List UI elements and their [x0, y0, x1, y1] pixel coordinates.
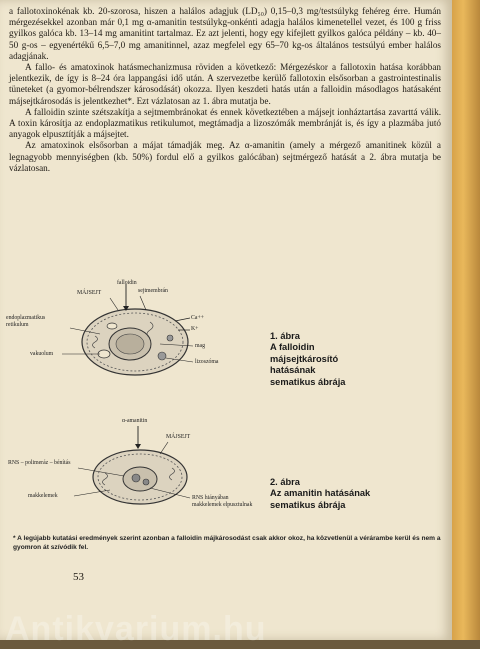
figure1-caption-line4: hatásának — [270, 365, 316, 376]
figures-area — [0, 278, 452, 533]
label-makkelemek: makkelemek — [28, 493, 58, 499]
label-k: K+ — [191, 326, 199, 332]
figure1-caption-line5: sematikus ábrája — [270, 376, 346, 387]
paragraph-2: A fallo- és amatoxinok hatásmechanizmusa röviden a következő: Mérgezéskor a fallotoxin hatása korábban jelentkezik, de így is 8–24 óra lappangási idő után. A szervezetbe kerülő fallotoxin elsősorban a gastrointestinalis tüneteket (a gyomor-bélrendszer károsodását) okozza. Ilyen keszdeti hatás után a falloidin másodlagos hatásaként májsejtkárosodás is jelentkezhet*. Ezt vázlatosan az 1. ábra mutatja be. — [9, 62, 441, 106]
label-rns-hianyaban: RNS hiányában makkelemek elpusztulnak — [192, 495, 253, 508]
figure1-caption-line1: 1. ábra — [270, 331, 300, 341]
book-edge — [452, 0, 480, 640]
label-lizoszoma: lizoszóma — [195, 359, 219, 365]
footnote: * A legújabb kutatási eredmények szerint azonban a falloidin májkárosodást csak akkor okoz, ha közvetlenül a vérárambe kerül és nem a gyomron át szívódik fel. — [13, 535, 441, 551]
paragraph-3: A falloidin szinte szétszakítja a sejtmembránokat és ennek következtében a májsejt ionháztartása zavarttá válik. A toxin károsítja az endoplazmatikus retikulumot, megtámadja a lizoszómák membránját is, és így a plazmába jutó anyagok elpusztítják a májsejtet. — [9, 106, 441, 140]
paragraph-4: Az amatoxinok elsősorban a májat támadják meg. Az α-amanitin (amely a mérgező amanitinek közül a legnagyobb mennyiségben (kb. 50%) fordul elő a gyilkos galócában) sejtmérgező hatását a 2. ábra mutatja be vázlatosan. — [9, 140, 441, 173]
label-sejtmembran: sejtmembrán — [138, 288, 168, 294]
body-text — [9, 6, 441, 174]
label-mag: mag — [195, 343, 205, 349]
figure2-caption — [270, 477, 370, 511]
label-falloidin: falloidin — [117, 280, 137, 286]
figure1-cell — [62, 284, 193, 375]
label-majsejt-1: MÁJSEJT — [77, 290, 102, 296]
figure2-caption-line3: sematikus ábrája — [270, 499, 346, 510]
label-vakuolum: vakuolum — [30, 351, 54, 357]
label-endoplazmatikus: endoplazmatikus retikulum — [6, 315, 46, 328]
label-ca: Ca++ — [191, 315, 204, 321]
label-rns-polimeraz: RNS – polimeráz – bénítás — [8, 460, 71, 466]
figure1-caption-line3: májsejtkárosító — [270, 353, 339, 364]
figure2-caption-line2: Az amanitin hatásának — [270, 488, 371, 499]
paragraph-1: a fallotoxinokénak kb. 20-szorosa, hiszen a halálos adagjuk (LD₅₀) 0,15–0,3 mg/testsúlykg fehéreg érre. Humán mérgezésekkel azonban már 0,1 mg α-amanitin testsúlykg-onkénti adagja halálos kimenetellel vezet, és 100 g friss gyilkos galóca kb. 13–14 mg amanitint tartalmaz. Ez azt jelenti, hogy egy kifejlett gyilkos galóca példány – kb. 40–50 g-os – egyenértékű 6,5–7,0 mg amanitinnel, azaz megfelel egy 65–70 kg-os általános testsúlyú ember halálos adagjának. — [9, 6, 441, 61]
figure2-caption-line1: 2. ábra — [270, 477, 300, 487]
figure1-caption — [270, 331, 345, 388]
page-number: 53 — [73, 571, 84, 583]
label-amanitin: α-amanitin — [122, 418, 148, 424]
label-majsejt-2: MÁJSEJT — [166, 434, 191, 440]
figure1-caption-line2: A falloidin — [270, 342, 315, 353]
watermark: Antikvarium.hu — [5, 610, 267, 648]
